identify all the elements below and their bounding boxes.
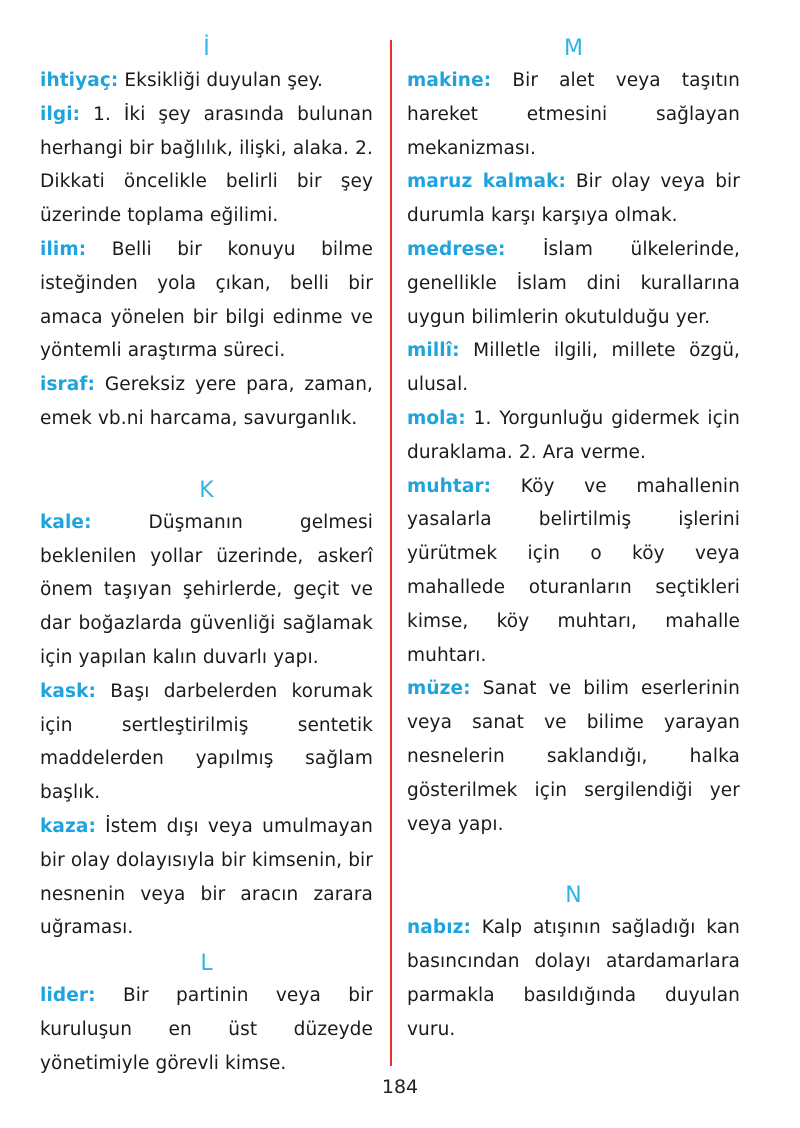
entry-term: maruz kalmak: (407, 171, 566, 193)
entry-term: ilgi: (40, 103, 81, 125)
entry-definition: Gereksiz yere para, zaman, emek vb.ni harcama, savurganlık. (40, 374, 373, 429)
entry-term: müze: (407, 678, 471, 700)
entry-definition: Başı darbelerden korumak için sertleştirilmiş sentetik maddelerden yapılmış sağlam başlık. (40, 680, 373, 804)
entry-muze (407, 672, 740, 841)
entry-makine (407, 64, 740, 165)
entry-term: makine: (407, 70, 492, 91)
section-letter-i: İ (203, 36, 210, 61)
entry-definition: Sanat ve bilim eserlerinin veya sanat ve bilime yarayan nesnelerin saklandığı, halka gösterilmek için sergilendiği yer veya yapı. (407, 678, 740, 835)
entry-definition: Belli bir konuyu bilme isteğinden yola çıkan, belli bir amaca yönelen bir bilgi edinme ve yöntemli araştırma süreci. (40, 238, 373, 362)
entry-term: israf: (40, 374, 96, 396)
entry-muhtar (407, 470, 740, 673)
entry-term: muhtar: (407, 475, 492, 497)
entry-definition: Bir partinin veya bir kuruluşun en üst düzeyde yönetimiyle görevli kimse. (40, 985, 374, 1074)
entry-israf (40, 368, 373, 436)
entry-definition: Eksikliği duyulan şey. (124, 70, 323, 91)
entry-term: mola: (407, 407, 466, 429)
section-letter-l: L (200, 951, 213, 977)
entry-term: kaza: (40, 815, 96, 837)
entry-term: ihtiyaç: (40, 70, 119, 91)
entry-kale (40, 506, 373, 675)
entry-maruz-kalmak (407, 165, 740, 233)
entry-term: medrese: (407, 238, 506, 260)
entry-definition: İstem dışı veya umulmayan bir olay dolayısıyla bir kimsenin, bir nesnenin veya bir aracın zarara uğraması. (40, 815, 373, 939)
entry-definition: Bir alet veya taşıtın hareket etmesini sağlayan mekanizması. (407, 70, 740, 159)
entry-nabiz (407, 911, 740, 1046)
entry-kaza (40, 810, 373, 945)
entry-definition: Milletle ilgili, millete özgü, ulusal. (407, 340, 741, 396)
entry-milli (407, 334, 740, 402)
entry-definition: Kalp atışının sağladığı kan basıncından dolayı atardamarlara parmakla basıldığında duyulan vuru. (407, 917, 740, 1040)
entry-term: millî: (407, 340, 460, 362)
entry-ilim (40, 233, 373, 368)
entry-ilgi (40, 98, 373, 233)
entry-definition: Düşmanın gelmesi beklenilen yollar üzerinde, askerî önem taşıyan şehirlerde, geçit ve dar boğazlarda güvenliği sağlamak için yapılan kalın duvarlı yapı. (40, 511, 374, 668)
entry-term: kale: (40, 511, 92, 533)
entry-term: lider: (40, 985, 96, 1007)
entry-lider (40, 979, 373, 1080)
entry-term: ilim: (40, 238, 87, 260)
entry-term: nabız: (407, 917, 472, 939)
right-column (407, 34, 740, 1047)
section-letter-n: N (565, 883, 582, 909)
entry-mola (407, 402, 740, 470)
entry-definition: 1. Yorgunluğu gidermek için duraklama. 2. Ara verme. (407, 407, 740, 463)
entry-definition: İslam ülkelerinde, genellikle İslam dini kurallarına uygun bilimlerin okutulduğu yer. (407, 238, 740, 328)
entry-ihtiyac (40, 64, 373, 98)
page-number: 184 (381, 1076, 419, 1098)
entry-definition: 1. İki şey arasında bulunan herhangi bir bağlılık, ilişki, alaka. 2. Dikkati öncelikle belirli bir şey üzerinde toplama eğilimi. (40, 103, 373, 227)
section-letter-m: M (564, 36, 583, 61)
entry-definition: Köy ve mahallenin yasalarla belirtilmiş işlerini yürütmek için o köy veya mahallede oturanların seçtikleri kimse, köy muhtarı, mahalle muhtarı. (407, 475, 740, 666)
entry-term: kask: (40, 680, 96, 702)
column-divider (390, 40, 392, 1066)
left-column (40, 34, 373, 1081)
entry-definition: Bir olay veya bir durumla karşı karşıya olmak. (407, 171, 740, 227)
section-letter-k: K (199, 477, 214, 503)
entry-kask (40, 675, 373, 810)
entry-medrese (407, 233, 740, 334)
